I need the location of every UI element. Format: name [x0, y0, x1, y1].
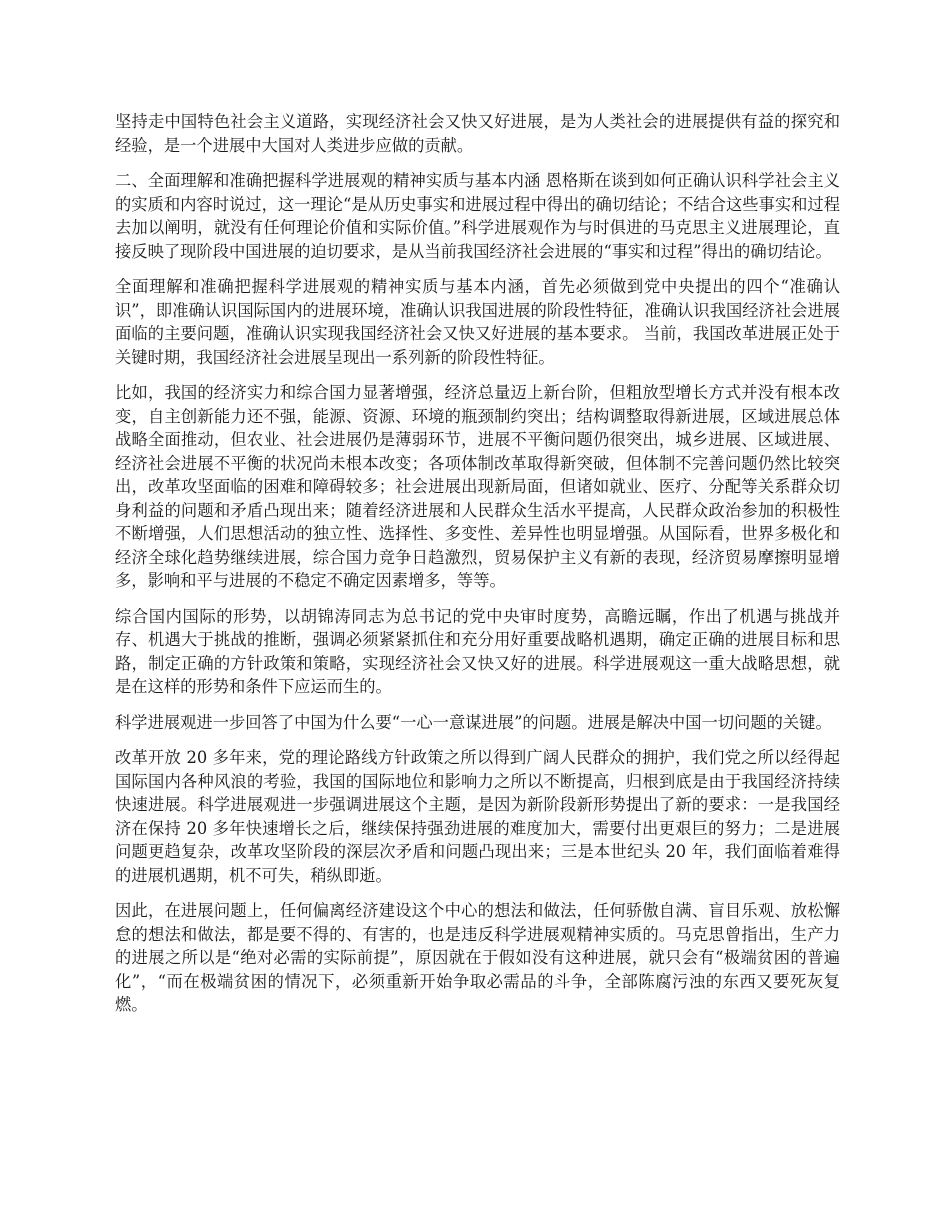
paragraph: 比如，我国的经济实力和综合国力显著增强，经济总量迈上新台阶，但粗放型增长方式并没有根本改变，自主创新能力还不强，能源、资源、环境的瓶颈制约突出；结构调整取得新进展，区域进展总体战略全面推动，但农业、社会进展仍是薄弱环节，进展不平衡问题仍很突出，城乡进展、区域进展、经济社会进展不平衡的状况尚未根本改变；各项体制改革取得新突破，但体制不完善问题仍然比较突出，改革攻坚面临的困难和障碍较多；社会进展出现新局面，但诸如就业、医疗、分配等关系群众切身利益的问题和矛盾凸现出来；随着经济进展和人民群众生活水平提高，人民群众政治参加的积极性不断增强，人们思想活动的独立性、选择性、多变性、差异性也明显增强。从国际看，世界多极化和经济全球化趋势继续进展，综合国力竞争日趋激烈，贸易保护主义有新的表现，经济贸易摩擦明显增多，影响和平与进展的不稳定不确定因素增多，等等。: [115, 383, 840, 590]
paragraph: 因此，在进展问题上，任何偏离经济建设这个中心的想法和做法，任何骄傲自满、盲目乐观、放松懈怠的想法和做法，都是要不得的、有害的，也是违反科学进展观精神实质的。马克思曾指出，生产力的进展之所以是“绝对必需的实际前提”，原因就在于假如没有这种进展，就只会有“极端贫困的普遍化”，“而在极端贫困的情况下，必须重新开始争取必需品的斗争，全部陈腐污浊的东西又要死灰复燃。: [115, 901, 840, 1014]
paragraph: 科学进展观进一步回答了中国为什么要“一心一意谋进展”的问题。进展是解决中国一切问题的关键。: [115, 712, 832, 732]
paragraph: 综合国内国际的形势，以胡锦涛同志为总书记的党中央审时度势，高瞻远瞩，作出了机遇与挑战并存、机遇大于挑战的推断，强调必须紧紧抓住和充分用好重要战略机遇期，确定正确的进展目标和思路，制定正确的方针政策和策略，实现经济社会又快又好的进展。科学进展观这一重大战略思想，就是在这样的形势和条件下应运而生的。: [115, 606, 840, 696]
paragraph: 全面理解和准确把握科学进展观的精神实质与基本内涵，首先必须做到党中央提出的四个“准确认识”，即准确认识国际国内的进展环境，准确认识我国进展的阶段性特征，准确认识我国经济社会进展面临的主要问题，准确认识实现我国经济社会又快又好进展的基本要求。 当前，我国改革进展正处于关键时期，我国经济社会进展呈现出一系列新的阶段性特征。: [115, 277, 840, 367]
section-heading-paragraph: 二、全面理解和准确把握科学进展观的精神实质与基本内涵 恩格斯在谈到如何正确认识科学社会主义的实质和内容时说过，这一理论“是从历史事实和进展过程中得出的确切结论；不结合这些事实和过程去加以阐明，就没有任何理论价值和实际价值。”科学进展观作为与时俱进的马克思主义进展理论，直接反映了现阶段中国进展的迫切要求，是从当前我国经济社会进展的“事实和过程”得出的确切结论。: [115, 171, 840, 261]
paragraph: 改革开放 20 多年来，党的理论路线方针政策之所以得到广阔人民群众的拥护，我们党之所以经得起国际国内各种风浪的考验，我国的国际地位和影响力之所以不断提高，归根到底是由于我国经济持续快速进展。科学进展观进一步强调进展这个主题，是因为新阶段新形势提出了新的要求：一是我国经济在保持 20 多年快速增长之后，继续保持强劲进展的难度加大，需要付出更艰巨的努力；二是进展问题更趋复杂，改革攻坚阶段的深层次矛盾和问题凸现出来；三是本世纪头 20 年，我们面临着难得的进展机遇期，机不可失，稍纵即逝。: [115, 748, 840, 885]
paragraph: 坚持走中国特色社会主义道路，实现经济社会又快又好进展，是为人类社会的进展提供有益的探究和经验，是一个进展中大国对人类进步应做的贡献。: [115, 112, 840, 155]
document-body: [115, 110, 840, 1029]
